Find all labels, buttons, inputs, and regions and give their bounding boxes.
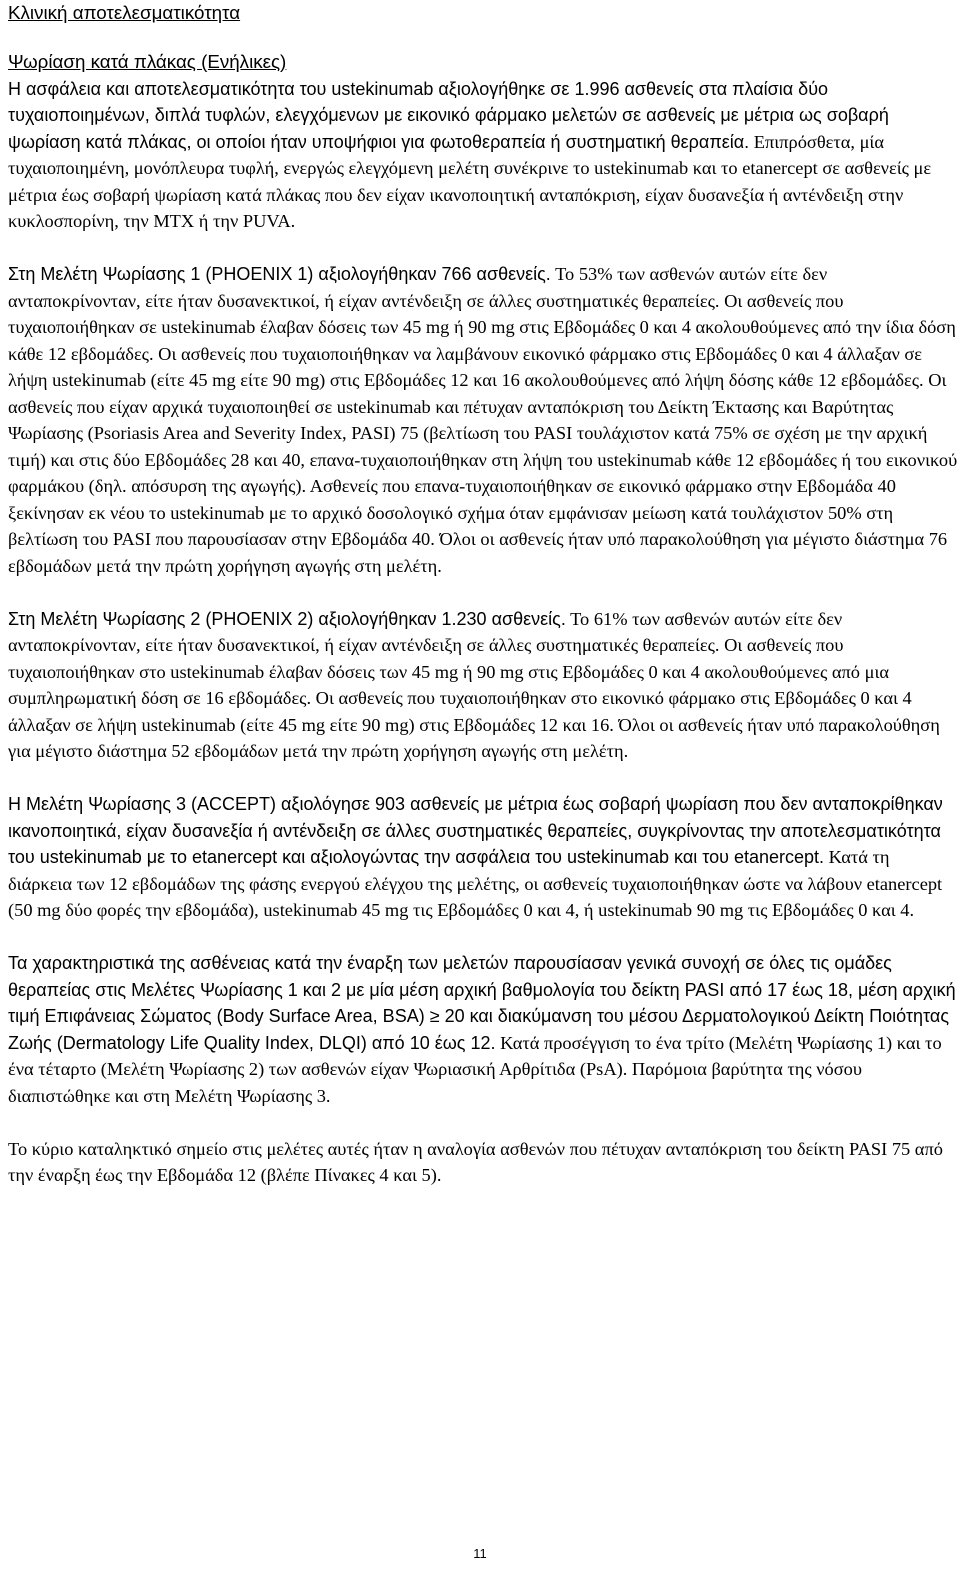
characteristics-text-2: Κατά προσέγγιση το ένα τρίτο (Μελέτη Ψωρίασης 1) και το ένα τέταρτο (Μελέτη Ψωρίασης 2) των ασθενών είχαν Ψωριασική Αρθρίτιδα (PsA). xyxy=(8,1032,942,1079)
phoenix1-text-7: Όλοι οι ασθενείς ήταν υπό παρακολούθηση για μέγιστο διάστημα 76 εβδομάδων μετά την πρώτη χορήγηση αγωγής στη μελέτη. xyxy=(8,529,948,576)
phoenix1-text-2: Το 53% των ασθενών αυτών είτε δεν ανταποκρίνονταν, είτε ήταν δυσανεκτικοί, ή είχαν αντένδειξη σε άλλες συστηματικές θεραπείες. xyxy=(8,264,828,311)
phoenix1-text-1: Στη Μελέτη Ψωρίασης 1 (PHOENIX 1) αξιολογήθηκαν 766 ασθενείς. xyxy=(8,264,551,284)
phoenix1-text-5: Οι ασθενείς που είχαν αρχικά τυχαιοποιηθεί σε ustekinumab και πέτυχαν ανταπόκριση του Δείκτη Έκτασης και Βαρύτητας Ψωρίασης (Psoriasis Area and Severity Index, PASI) 75 (βελτίωση του PASI τουλάχιστον κατά 75% σε σχέση με την αρχική τιμή) και στις δύο Εβδομάδες 28 και 40, επανα-τυχαιοποιήθηκαν στη λήψη του ustekinumab κάθε 12 εβδομάδες ή του εικονικού φαρμάκου (δηλ. απόσυρση της αγωγής). xyxy=(8,370,958,496)
endpoint-text: Το κύριο καταληκτικό σημείο στις μελέτες αυτές ήταν η αναλογία ασθενών που πέτυχαν ανταπόκριση του δείκτη PASI 75 από την έναρξη έως την Εβδομάδα 12 (βλέπε Πίνακες 4 και 5). xyxy=(8,1138,943,1185)
accept-text-1: Η Μελέτη Ψωρίασης 3 (ACCEPT) αξιολόγησε 903 ασθενείς με μέτρια έως σοβαρή ψωρίαση που δεν ανταποκρίθηκαν ικανοποιητικά, είχαν δυσανεξία ή αντένδειξη σε άλλες συστηματικές θεραπείες, συγκρίνοντας την αποτελεσματικότητα του ustekinumab με το etanercept και αξιολογώντας την ασφάλεια του ustekinumab και του etanercept. xyxy=(8,794,943,867)
phoenix2-text-2: Το 61% των ασθενών αυτών είτε δεν ανταποκρίνονταν, είτε ήταν δυσανεκτικοί, ή είχαν αντένδειξη σε άλλες συστηματικές θεραπείες. xyxy=(8,608,843,655)
accept-text-2: Κατά τη διάρκεια των 12 εβδομάδων της φάσης ενεργού ελέγχου της μελέτης, οι ασθενείς τυχαιοποιήθηκαν ώστε να λάβουν etanercept (50 mg δύο φορές την εβδομάδα), ustekinumab 45 mg τις Εβδομάδες 0 και 4, ή ustekinumab 90 mg τις Εβδομάδες 0 και 4. xyxy=(8,847,943,920)
intro-paragraph xyxy=(8,76,958,235)
phoenix1-text-4: Οι ασθενείς που τυχαιοποιήθηκαν να λαμβάνουν εικονικό φάρμακο στις Εβδομάδες 0 και 4 άλλαξαν σε λήψη ustekinumab (είτε 45 mg είτε 90 mg) στις Εβδομάδες 12 και 16 ακολουθούμενες από λήψη δόσης κάθε 12 εβδομάδες. xyxy=(8,343,924,390)
intro-text-1: Η ασφάλεια και αποτελεσματικότητα του ustekinumab αξιολογήθηκε σε 1.996 ασθενείς στα πλαίσια δύο τυχαιοποιημένων, διπλά τυφλών, ελεγχόμενων με εικονικό φάρμακο μελετών σε ασθενείς με μέτρια ως σοβαρή ψωρίαση κατά πλάκας, οι οποίοι ήταν υποψήφιοι για φωτοθεραπεία ή συστηματική θεραπεία. xyxy=(8,78,889,152)
phoenix2-text-4: Οι ασθενείς που τυχαιοποιήθηκαν στο εικονικό φάρμακο στις Εβδομάδες 0 και 4 άλλαξαν σε λήψη ustekinumab (είτε 45 mg είτε 90 mg) στις Εβδομάδες 12 και 16. xyxy=(8,688,912,735)
phoenix2-text-1: Στη Μελέτη Ψωρίασης 2 (PHOENIX 2) αξιολογήθηκαν 1.230 ασθενείς. xyxy=(8,608,566,629)
intro-text-2: Επιπρόσθετα, μία τυχαιοποιημένη, μονόπλευρα τυφλή, ενεργώς ελεγχόμενη μελέτη συνέκρινε το ustekinumab και το etanercept σε ασθενείς με μέτρια έως σοβαρή ψωρίαση κατά πλάκας που δεν είχαν ικανοποιητική ανταπόκριση, είχαν δυσανεξία ή αντένδειξη στην κυκλοσπορίνη, την MTX ή την PUVA. xyxy=(8,131,932,231)
subsection-heading: Ψωρίαση κατά πλάκας (Ενήλικες) xyxy=(8,51,287,72)
page-number: 11 xyxy=(473,1546,487,1561)
phoenix1-text-6: Ασθενείς που επανα-τυχαιοποιήθηκαν σε εικονικό φάρμακο στην Εβδομάδα 40 ξεκίνησαν εκ νέου το ustekinumab με το αρχικό δοσολογικό σχήμα όταν εμφάνισαν μείωση κατά τουλάχιστον 50% στη βελτίωση του PASI που παρουσίασαν στην Εβδομάδα 40. xyxy=(8,476,896,549)
phoenix2-paragraph xyxy=(8,606,958,765)
characteristics-text-1: Τα χαρακτηριστικά της ασθένειας κατά την έναρξη των μελετών παρουσίασαν γενικά συνοχή σε όλες τις ομάδες θεραπείας στις Μελέτες Ψωρίασης 1 και 2 με μία μέση αρχική βαθμολογία του δείκτη PASI από 17 έως 18, μέση αρχική τιμή Επιφάνειας Σώματος (Body Surface Area, BSA) ≥ 20 και διακύμανση του μέσου Δερματολογικού Δείκτη Ποιότητας Ζωής (Dermatology Life Quality Index, DLQI) από 10 έως 12. xyxy=(8,953,956,1053)
characteristics-text-3: Παρόμοια βαρύτητα της νόσου διαπιστώθηκε και στη Μελέτη Ψωρίασης 3. xyxy=(8,1059,862,1106)
phoenix1-text-3: Οι ασθενείς που τυχαιοποιήθηκαν σε ustekinumab έλαβαν δόσεις των 45 mg ή 90 mg στις Εβδομάδες 0 και 4 ακολουθούμενες από την ίδια δόση κάθε 12 εβδομάδες. xyxy=(8,290,956,364)
phoenix1-paragraph xyxy=(8,261,958,579)
accept-paragraph xyxy=(8,791,958,924)
characteristics-paragraph xyxy=(8,950,958,1109)
phoenix2-text-5: Όλοι οι ασθενείς ήταν υπό παρακολούθηση για μέγιστο διάστημα 52 εβδομάδων μετά την πρώτη χορήγηση αγωγής στη μελέτη. xyxy=(8,714,940,761)
section-heading: Κλινική αποτελεσματικότητα xyxy=(8,2,241,23)
document-page xyxy=(8,0,958,1189)
endpoint-paragraph xyxy=(8,1136,958,1189)
phoenix2-text-3: Οι ασθενείς που τυχαιοποιήθηκαν στο ustekinumab έλαβαν δόσεις των 45 mg ή 90 mg στις Εβδομάδες 0 και 4 ακολουθούμενες από μια συμπληρωματική δόση σε 16 εβδομάδες. xyxy=(8,635,890,708)
